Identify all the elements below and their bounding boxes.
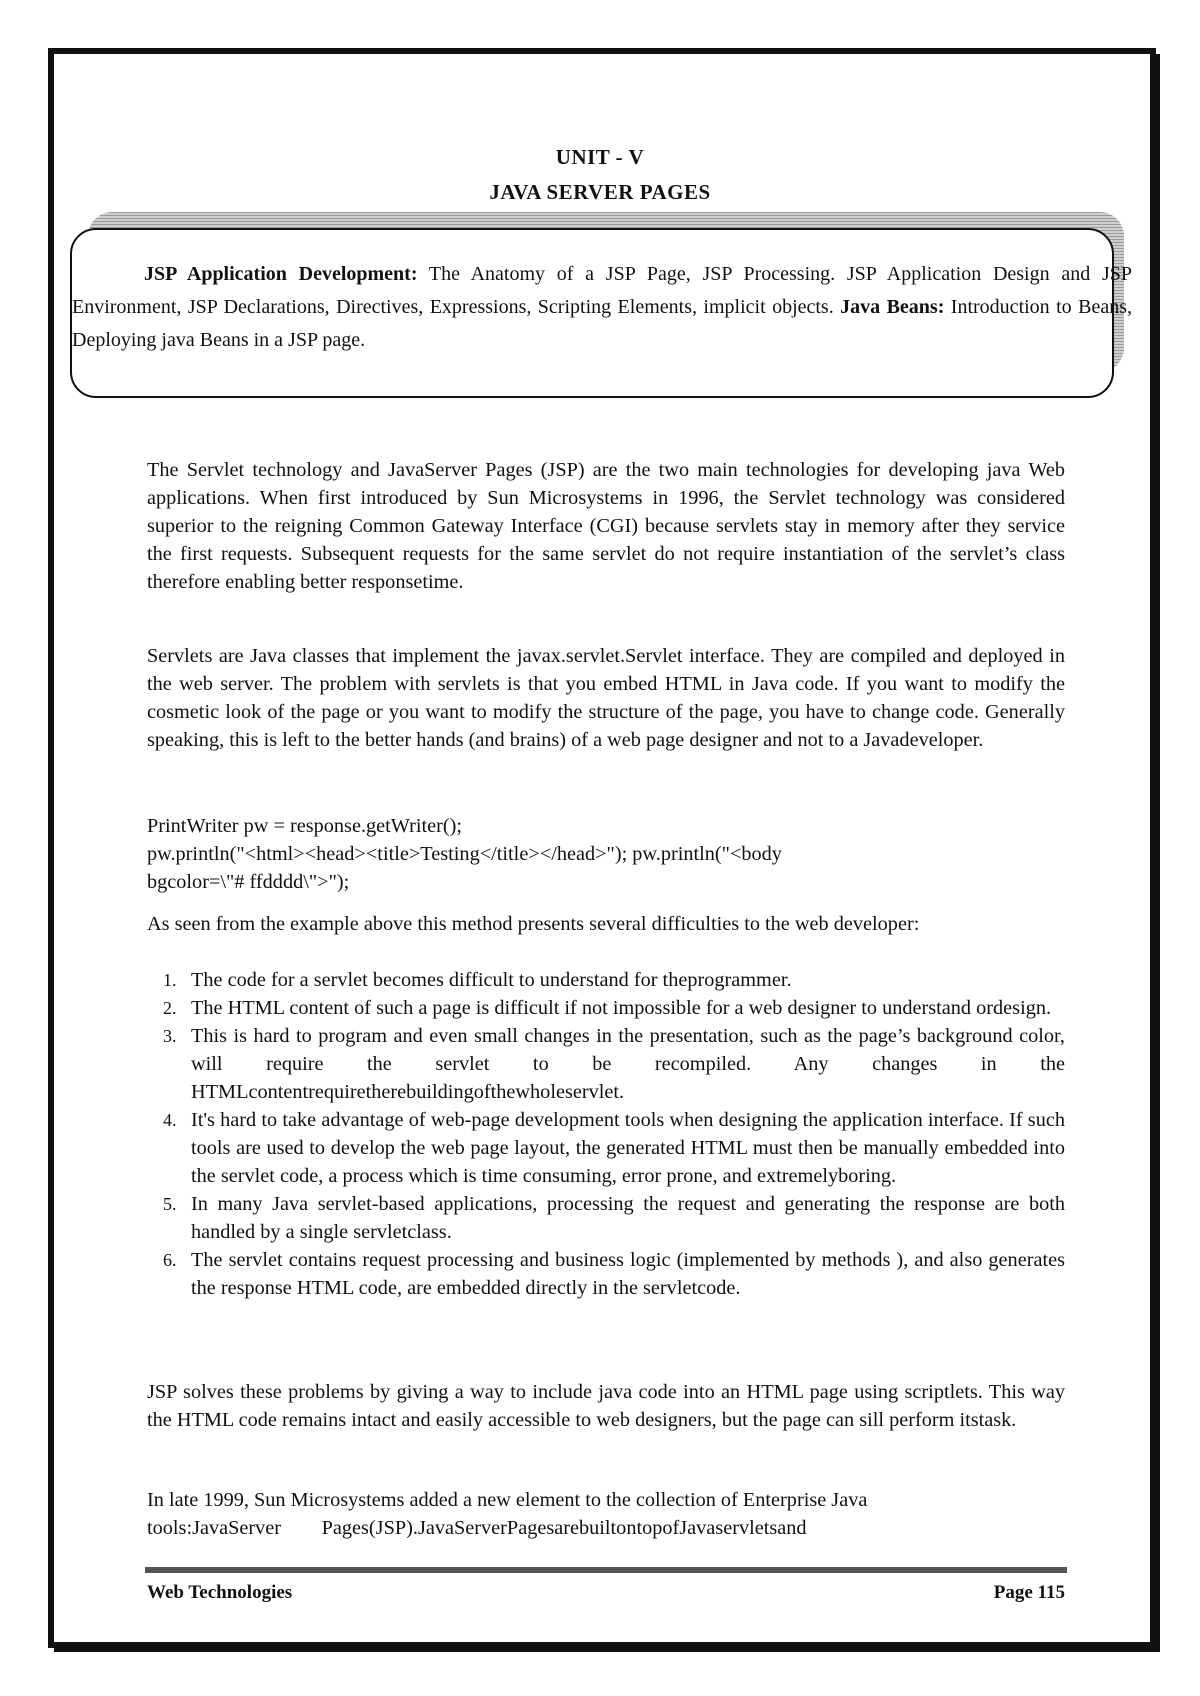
code-example xyxy=(147,812,1065,896)
syllabus-topics-beans: Introduction to Beans, Deploying java Beans in a JSP page. xyxy=(72,296,1132,351)
list-item-text: The HTML content of such a page is difficult if not impossible for a web designer to understand ordesign. xyxy=(191,997,1052,1019)
footer-course-title: Web Technologies xyxy=(147,1582,293,1603)
paragraph-history-line: In late 1999, Sun Microsystems added a new element to the collection of Enterprise Java xyxy=(147,1489,868,1511)
list-item-text: The code for a servlet becomes difficult to understand for theprogrammer. xyxy=(191,969,792,991)
footer-page-number: Page 115 xyxy=(993,1582,1065,1603)
paragraph-intro: The Servlet technology and JavaServer Pages (JSP) are the two main technologies for developing java Web applications. When first introduced by Sun Microsystems in 1996, the Servlet technology was considered superior to the reigning Common Gateway Interface (CGI) because servlets stay in memory after they service the first requests. Subsequent requests for the same servlet do not require instantiation of the servlet’s class therefore enabling better responsetime. xyxy=(147,459,1065,593)
paragraph-history xyxy=(147,1486,1065,1542)
page-border-shadow-bottom xyxy=(54,1648,1160,1652)
list-item xyxy=(147,1022,1065,1106)
difficulties-list xyxy=(147,966,1065,1302)
paragraph-jsp-solution: JSP solves these problems by giving a way to include java code into an HTML page using scriptlets. This way the HTML code remains intact and easily accessible to web designers, but the page can sill perform itstask. xyxy=(147,1381,1065,1431)
list-item-number: 3. xyxy=(163,1026,177,1046)
unit-label: UNIT - V xyxy=(555,145,645,169)
code-line: bgcolor=\"# ffdddd\">"); xyxy=(147,871,350,893)
list-item xyxy=(147,1106,1065,1190)
paragraph-difficulties: As seen from the example above this method presents several difficulties to the web developer: xyxy=(147,913,920,935)
list-item-text: It's hard to take advantage of web-page development tools when designing the application interface. If such tools are used to develop the web page layout, the generated HTML must then be manually embedded into the servlet code, a process which is time consuming, error prone, and extremelyboring. xyxy=(191,1109,1065,1187)
list-item-number: 5. xyxy=(163,1194,177,1214)
list-item-number: 4. xyxy=(163,1110,177,1130)
list-item xyxy=(147,966,1065,994)
code-line: PrintWriter pw = response.getWriter(); xyxy=(147,815,463,837)
page-title: JAVA SERVER PAGES xyxy=(489,180,711,204)
list-item-text: In many Java servlet-based applications, processing the request and generating the response are both handled by a single servletclass. xyxy=(191,1193,1065,1243)
code-line: pw.println("<html><head><title>Testing</title></head>"); pw.println("<body xyxy=(147,843,782,865)
syllabus-heading-jsp: JSP Application Development: xyxy=(144,263,418,285)
footer-divider xyxy=(145,1567,1067,1573)
list-item xyxy=(147,1246,1065,1302)
list-item-number: 2. xyxy=(163,998,177,1018)
list-item-number: 6. xyxy=(163,1250,177,1270)
list-item-number: 1. xyxy=(163,970,177,990)
paragraph-servlets: Servlets are Java classes that implement the javax.servlet.Servlet interface. They are compiled and deployed in the web server. The problem with servlets is that you embed HTML in Java code. If you want to modify the cosmetic look of the page or you want to modify the structure of the page, you have to change code. Generally speaking, this is left to the better hands (and brains) of a web page designer and not to a Javadeveloper. xyxy=(147,645,1065,751)
list-item xyxy=(147,994,1065,1022)
syllabus-heading-beans: Java Beans: xyxy=(840,296,945,318)
list-item xyxy=(147,1190,1065,1246)
paragraph-history-line: tools:JavaServer Pages(JSP).JavaServerPagesarebuiltontopofJavaservletsand xyxy=(147,1517,807,1539)
syllabus-topics-jsp: The Anatomy of a JSP Page, JSP Processing. JSP Application Design and JSP Environment, JSP Declarations, Directives, Expressions, Scripting Elements, implicit objects. xyxy=(72,263,1132,318)
page-border-shadow-right xyxy=(1156,54,1160,1652)
syllabus-text xyxy=(72,258,1132,357)
list-item-text: This is hard to program and even small changes in the presentation, such as the page’s background color, will require the servlet to be recompiled. Any changes in the HTMLcontentrequiretherebuildingofthewholeservlet. xyxy=(191,1025,1065,1103)
list-item-text: The servlet contains request processing and business logic (implemented by methods ), and also generates the response HTML code, are embedded directly in the servletcode. xyxy=(191,1249,1065,1299)
